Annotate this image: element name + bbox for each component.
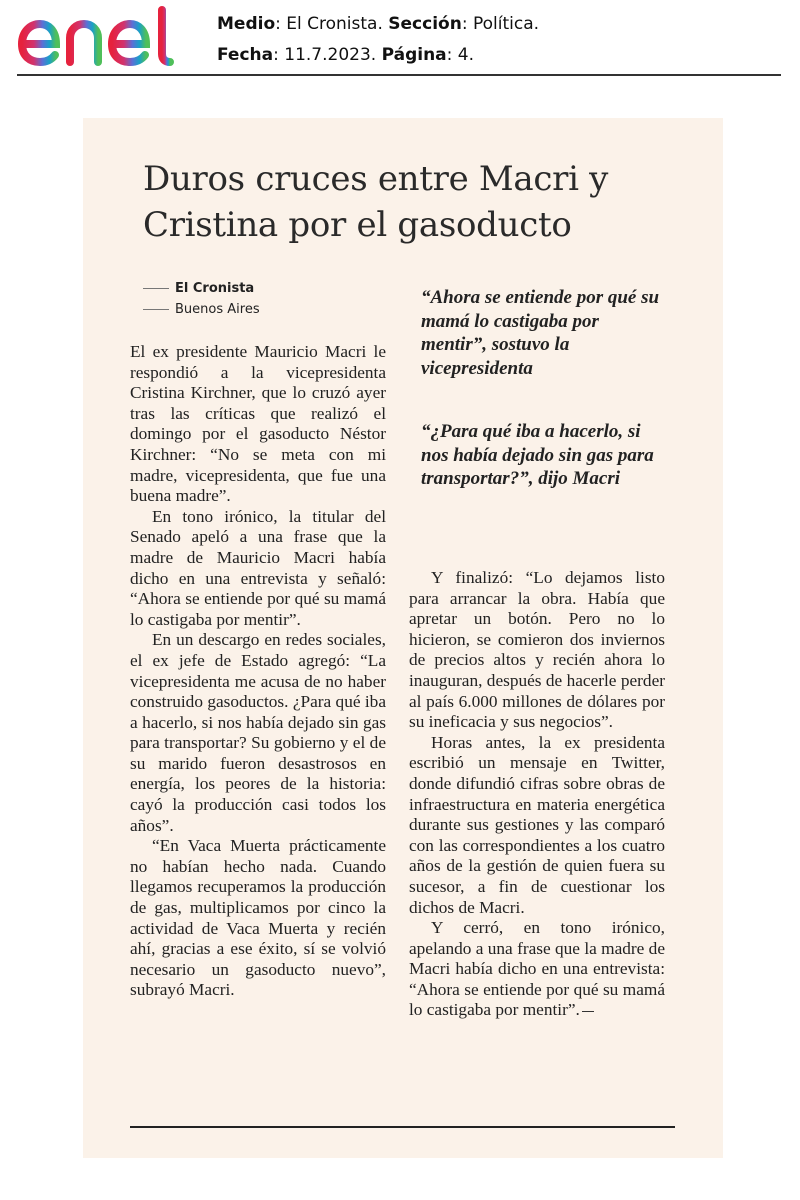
pull-quote-2: “¿Para qué iba a hacerlo, si nos había dejado sin gas para transportar?”, dijo Macri [421,421,654,489]
seccion-value: Política. [472,14,540,34]
paragraph: “En Vaca Muerta prácticamente no habían hecho nada. Cuando llegamos recuperamos la producción de gas, multiplicamos por cinco la actividad de Vaca Muerta y recién ahí, gracias a ese éxito, sí se volvió necesario un gasoducto nuevo”, subrayó Macri. [130,836,386,1000]
medio-label: Medio [217,14,276,34]
closing-paragraph-text: Y cerró, en tono irónico, apelando a una frase que la madre de Macri había dicho en una entrevista: “Ahora se entiende por qué su mamá lo castigaba por mentir”. [409,918,665,1020]
fecha-label: Fecha [217,45,274,65]
byline-dash [143,288,169,289]
meta-line-1: Medio: El Cronista. Sección: Política. [217,14,540,34]
paragraph: Y finalizó: “Lo dejamos listo para arrancar la obra. Había que apretar un botón. Pero no lo hicieron, se comieron dos inviernos de precios altos y recién ahora lo inauguran, después de hacerle perder al país 6.000 millones de dólares por su ineficacia y sus negocios”. [409,568,665,732]
article-column-2 [409,568,665,1021]
byline-dash [143,309,169,310]
end-mark [582,1011,594,1013]
headline-line-1: Duros cruces entre Macri y [143,159,609,199]
paragraph: En tono irónico, la titular del Senado apeló a una frase que la madre de Mauricio Macri había dicho en una entrevista y señaló: “Ahora se entiende por qué su mamá lo castigaba por mentir”. [130,506,386,629]
meta-line-2: Fecha: 11.7.2023. Página: 4. [217,45,475,65]
report-meta [217,9,539,71]
article-headline [143,156,703,248]
paragraph: Horas antes, la ex presidenta escribió un mensaje en Twitter, donde difundió cifras sobre obras de infraestructura en materia energética durante sus gestiones y las comparó con las correspondientes a los cuatro años de la gestión de quien fuera su sucesor, a fin de cuestionar los dichos de Macri. [409,732,665,917]
byline-location: Buenos Aires [175,302,260,317]
newspaper-clipping [83,118,723,1158]
seccion-label: Sección [388,14,462,34]
bottom-rule [130,1126,675,1128]
report-header [0,0,800,80]
headline-line-2: Cristina por el gasoducto [143,205,572,245]
paragraph: El ex presidente Mauricio Macri le respondió a la vicepresidenta Cristina Kirchner, que lo cruzó ayer tras las críticas que realizó el domingo por el gasoducto Néstor Kirchner: “No se meta con mi madre, vicepresidenta, que fue una buena madre”. [130,342,386,506]
byline-source: El Cronista [175,281,255,296]
byline [143,278,260,320]
paragraph [409,918,665,1021]
fecha-value: 11.7.2023. [284,45,377,65]
enel-logo [16,6,196,68]
pagina-label: Página [381,45,447,65]
pagina-value: 4. [457,45,475,65]
header-divider [17,74,781,76]
medio-value: El Cronista. [286,14,383,34]
article-column-1 [130,342,386,1001]
pull-quote-1: “Ahora se entiende por qué su mamá lo castigaba por mentir”, sostuvo la vicepresidenta [421,287,660,379]
paragraph: En un descargo en redes sociales, el ex jefe de Estado agregó: “La vicepresidenta me acusa de no haber construido gasoductos. ¿Para qué iba a hacerlo, si nos había dejado sin gas para transportar? Su gobierno y el de su marido fueron desastrosos en energía, los peores de la historia: cayó la producción casi todos los años”. [130,630,386,835]
